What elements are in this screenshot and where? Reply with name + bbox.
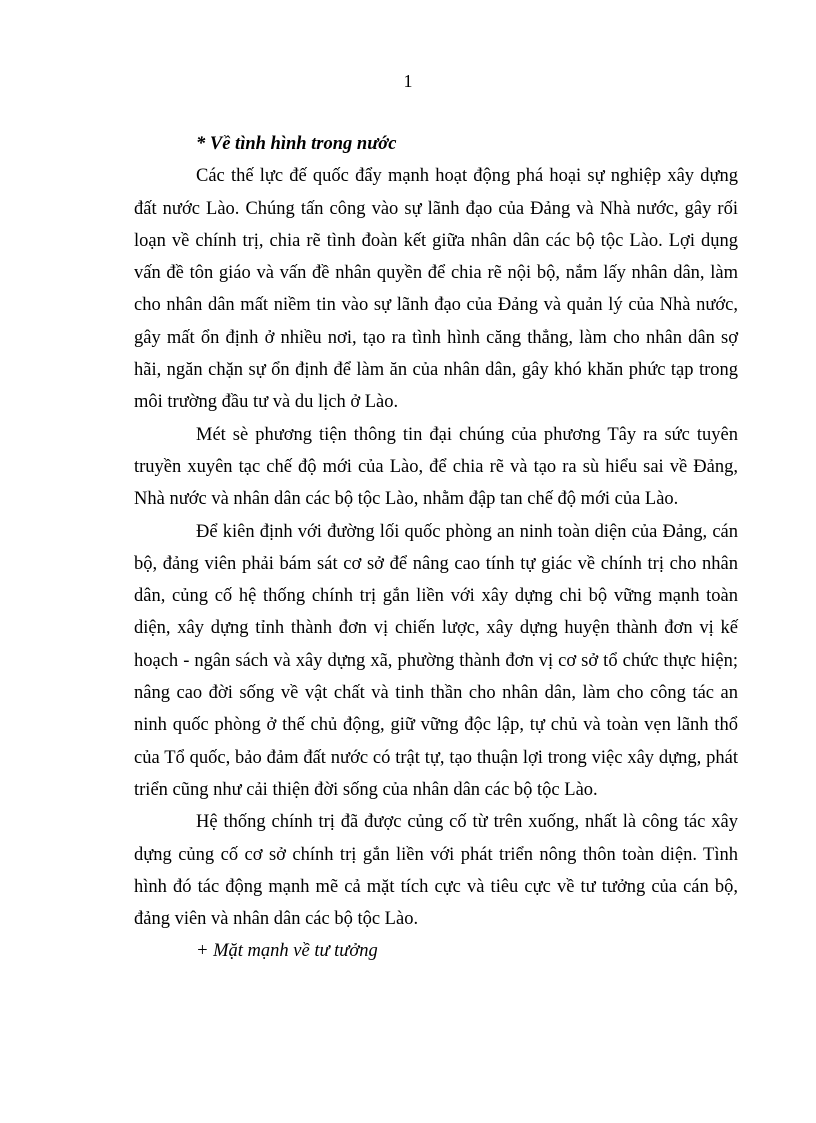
paragraph-1: Các thế lực đế quốc đẩy mạnh hoạt động phá hoại sự nghiệp xây dựng đất nước Lào. Chúng tấn công vào sự lãnh đạo của Đảng và Nhà nước, gây rối loạn về chính trị, chia rẽ tình đoàn kết giữa nhân dân các bộ tộc Lào. Lợi dụng vấn đề tôn giáo và vấn đề nhân quyền để chia rẽ nội bộ, nắm lấy nhân dân, làm cho nhân dân mất niềm tin vào sự lãnh đạo của Đảng và quản lý của Nhà nước, gây mất ổn định ở nhiều nơi, tạo ra tình hình căng thẳng, làm cho nhân dân sợ hãi, ngăn chặn sự ổn định để làm ăn của nhân dân, gây khó khăn phức tạp trong môi trường đầu tư và du lịch ở Lào. (134, 166, 738, 413)
paragraph-2: Mét sè phương tiện thông tin đại chúng của phương Tây ra sức tuyên truyền xuyên tạc chế độ mới của Lào, để chia rẽ và tạo ra sù hiểu sai về Đảng, Nhà nước và nhân dân các bộ tộc Lào, nhằm đập tan chế độ mới của Lào. (134, 424, 738, 510)
page-number: 1 (403, 71, 413, 91)
paragraph-4: Hệ thống chính trị đã được củng cố từ trên xuống, nhất là công tác xây dựng củng cố cơ sở chính trị gắn liền với phát triển nông thôn toàn diện. Tình hình đó tác động mạnh mẽ cả mặt tích cực và tiêu cực về tư tưởng của cán bộ, đảng viên và nhân dân các bộ tộc Lào. (134, 812, 738, 930)
document-body (134, 128, 738, 968)
subsection-heading: + Mặt mạnh về tư tưởng (196, 941, 378, 962)
section-heading: * Về tình hình trong nước (196, 134, 397, 154)
paragraph-3: Để kiên định với đường lối quốc phòng an ninh toàn diện của Đảng, cán bộ, đảng viên phải bám sát cơ sở để nâng cao tính tự giác về chính trị cho nhân dân, củng cố hệ thống chính trị gắn liền với xây dựng chi bộ vững mạnh toàn diện, xây dựng tỉnh thành đơn vị chiến lược, xây dựng huyện thành đơn vị kế hoạch - ngân sách và xây dựng xã, phường thành đơn vị cơ sở tổ chức thực hiện; nâng cao đời sống về vật chất và tinh thần cho nhân dân, làm cho công tác an ninh quốc phòng ở thế chủ động, giữ vững độc lập, tự chủ và toàn vẹn lãnh thổ của Tổ quốc, bảo đảm đất nước có trật tự, tạo thuận lợi trong việc xây dựng, phát triển cũng như cải thiện đời sống của nhân dân các bộ tộc Lào. (134, 521, 738, 800)
